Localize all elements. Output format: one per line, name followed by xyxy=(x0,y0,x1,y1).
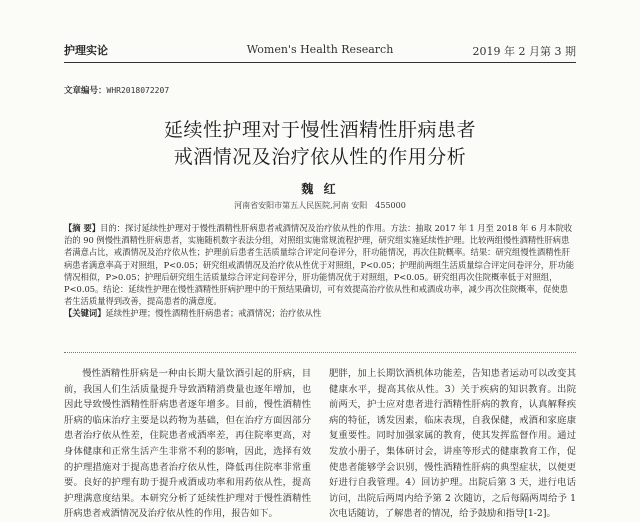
abstract-label: 【摘 要】 xyxy=(64,223,101,233)
postal-code: 455000 xyxy=(375,201,406,210)
title-line-2: 戒酒情况及治疗依从性的作用分析 xyxy=(173,146,467,168)
affiliation-text: 河南省安阳市第五人民医院,河南 安阳 xyxy=(234,201,368,210)
abstract-text: 目的：探讨延续性护理对于慢性酒精性肝病患者戒酒情况及治疗依从性的作用。方法：抽取 2017 年 1 月至 2018 年 6 月本院收治的 90 例慢性酒精性肝病患者，实施随机数字表法分组，对照组实施常规流程护理，研究组实施延续性护理。比较两组慢性酒精性肝病患者满意占比，戒酒情况及治疗依从性；护理前后患者生活质量综合评定问卷评分，肝功能情况，再次住院概率。结果：研究组慢性酒精性肝病患者满意率高于对照组，P<0.05；研究组戒酒情况及治疗依从性优于对照组，P<0.05；护理前两组生活质量综合评定问卷评分，肝功能情况相似，P>0.05；护理后研究组生活质量综合评定问卷评分，肝功能情况优于对照组，P<0.05。研究组再次住院概率低于对照组，P<0.05。结论：延续性护理在慢性酒精性肝病护理中的干预结果确切，可有效提高治疗依从性和戒酒成功率，减少再次住院概率，促使患者生活质量得到改善，提高患者的满意度。 xyxy=(64,223,575,307)
article-id-value: WHR2018072207 xyxy=(106,86,170,95)
author-name: 魏 红 xyxy=(301,182,339,196)
article-id xyxy=(64,84,169,96)
journal-name: Women's Health Research xyxy=(246,43,394,56)
title-line-1: 延续性护理对于慢性酒精性肝病患者 xyxy=(163,119,476,141)
body-left-text: 慢性酒精性肝病是一种由长期大量饮酒引起的肝病，目前，我国人们生活质量提升导致酒精消费量也逐年增加，也因此导致慢性酒精性肝病患者逐年增多。目前，慢性酒精性肝病的临床治疗主要是以药物为基础，但在治疗方面因部分患者治疗依从性差，住院患者戒酒率差，再住院率更高，对身体健康和正常生活产生非常不利的影响，因此，选择有效的护理措施对于提高患者治疗依从性，降低再住院率非常重要。良好的护理有助于提升戒酒成功率和用药依从性，提高护理满意度结果。本研究分析了延续性护理对于慢性酒精性肝病患者戒酒情况及治疗依从性的作用，报告如下。 xyxy=(64,368,311,520)
keywords-paragraph xyxy=(64,307,576,319)
body-right-text: 肥胖，加上长期饮酒机体功能差，告知患者运动可以改变其健康水平，提高其依从性。3）关于疾病的知识教育。出院前两天，护士应对患者进行酒精性肝病的教育，认真解释疾病的特征，诱发因素，临床表现，自我保健，戒酒和家庭康复重要性。同时加强家属的教育，使其发挥监督作用。通过发放小册子，集体研讨会，讲座等形式的健康教育工作，促使患者能够学会识别，慢性酒精性肝病的典型症状，以便更好进行自我管理。4）回访护理。出院后第 3 天，进行电话访问，出院后两周内给予第 2 次随访，之后每隔两周给予 1 次电话随访，了解患者的情况，给予鼓励和指导[1-2]。 xyxy=(329,368,576,520)
keywords-text: 延续性护理；慢性酒精性肝病患者；戒酒情况；治疗依从性 xyxy=(105,308,322,319)
abstract xyxy=(64,222,576,320)
abstract-paragraph xyxy=(64,222,576,307)
issue-info: 2019 年 2 月第 3 期 xyxy=(472,45,576,58)
abstract-divider xyxy=(64,352,576,353)
journal-section: 护理实论 xyxy=(64,44,108,57)
header-divider xyxy=(64,62,576,63)
affiliation xyxy=(0,200,640,211)
body-column-left xyxy=(64,366,311,522)
body-column-right xyxy=(329,366,576,522)
article-id-label: 文章编号： xyxy=(64,86,107,96)
keywords-label: 【关键词】 xyxy=(64,308,106,319)
